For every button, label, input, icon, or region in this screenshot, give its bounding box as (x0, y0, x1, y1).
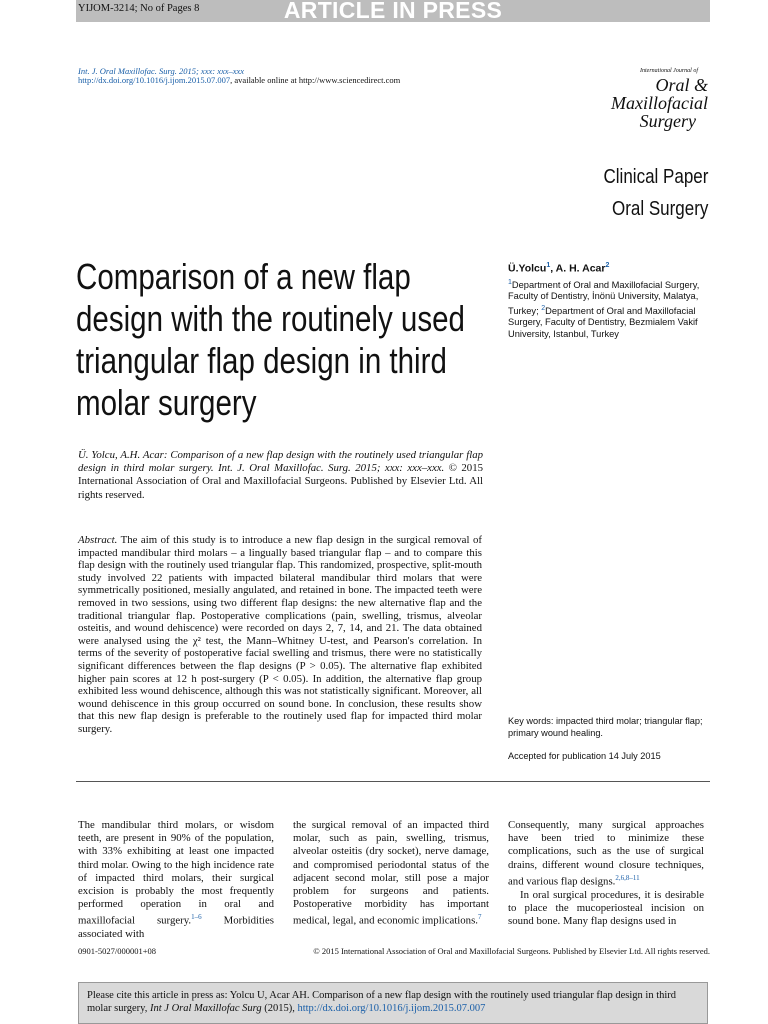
journal-logo (608, 68, 708, 130)
keywords: Key words: impacted third molar; triangular flap; primary wound healing. (508, 716, 703, 738)
body-column-1 (78, 819, 274, 941)
author-1-affil-mark: 1 (546, 262, 551, 269)
cite-notice-text: Please cite this article in press as: Yolcu U, Acar AH. Comparison of a new flap design with the routinely used triangular flap design in third molar surgery, (87, 990, 677, 1014)
logo-intl: International Journal of (640, 68, 698, 74)
available-online-text: , available online at http://www.sciencedirect.com (230, 75, 401, 85)
cite-notice-year: (2015), (261, 1003, 298, 1014)
citation-paragraph (78, 449, 483, 502)
author-1: Ü.Yolcu (508, 262, 547, 275)
cite-notice-journal: Int J Oral Maxillofac Surg (150, 1003, 262, 1014)
author-2: , A. H. Acar (550, 262, 606, 275)
reference-link[interactable]: 7 (478, 913, 482, 922)
citation-italic: Ü. Yolcu, A.H. Acar: Comparison of a new flap design with the routinely used triangular flap design in third molar surgery. Int. J. Oral Maxillofac. Surg. 2015; xxx: xxx–xxx. (78, 449, 483, 475)
cite-notice-doi-link[interactable]: http://dx.doi.org/10.1016/j.ijom.2015.07.007 (297, 1003, 486, 1014)
citation-copyright: © 2015 International Association of Oral and Maxillofacial Surgeons. Published by Elsevier Ltd. All rights reserved. (78, 462, 483, 501)
body-column-2 (293, 819, 489, 928)
issn-code: 0901-5027/000001+08 (78, 946, 156, 956)
accepted-date: Accepted for publication 14 July 2015 (508, 751, 661, 761)
doi-line (78, 75, 400, 85)
body-col2-text: the surgical removal of an impacted third molar, such as pain, swelling, trismus, alveolar osteitis (dry socket), nerve damage, and compromised periodontal status of the adjacent second molar, still pose a major problem for surgeons and patients. Postoperative morbidity has important medical, legal, and economic implications. (293, 819, 489, 928)
affil-1-mark: 1 (508, 278, 512, 286)
body-col3-para1: Consequently, many surgical approaches have been tried to minimize these complications, such as the use of surgical drains, different wound closure techniques, and various flap designs. (508, 819, 704, 888)
author-names (508, 262, 713, 275)
cite-notice-box (78, 982, 708, 1024)
body-col3-para2: In oral surgical procedures, it is desirable to place the mucoperiosteal incision on sound bone. Many flap designs used in (508, 888, 704, 928)
logo-line-3: Surgery (639, 111, 696, 131)
body-col1-end: Morbidities associated with (78, 915, 274, 941)
manuscript-id: YIJOM-3214; No of Pages 8 (78, 3, 200, 14)
section-divider (76, 781, 710, 782)
journal-reference: Int. J. Oral Maxillofac. Surg. 2015; xxx: xxx–xxx (78, 66, 245, 76)
body-col1-text: The mandibular third molars, or wisdom teeth, are present in 90% of the population, with 33% exhibiting at least one impacted third molar. Owing to the high incidence rate of impacted third molars, their surgical excision is probably the most frequently performed operation in oral and maxillofacial surgery. (78, 819, 274, 928)
doi-link[interactable]: http://dx.doi.org/10.1016/j.ijom.2015.07.007 (78, 75, 231, 85)
footer-copyright: © 2015 International Association of Oral and Maxillofacial Surgeons. Published by Elsevier Ltd. All rights reserved. (313, 946, 710, 956)
affiliations (508, 277, 713, 341)
affiliation-2: Department of Oral and Maxillofacial Surgery, Faculty of Dentistry, Bezmialem Vakif University, Istanbul, Turkey (508, 305, 698, 339)
abstract-label: Abstract. (78, 534, 118, 546)
author-block (508, 262, 713, 340)
reference-link[interactable]: 2,6,8–11 (615, 873, 640, 882)
logo-line-2: Maxillofacial (611, 93, 708, 113)
reference-link[interactable]: 1–6 (191, 913, 202, 922)
affil-2-mark: 2 (541, 304, 546, 312)
paper-type: Clinical Paper (603, 166, 708, 188)
abstract-text: The aim of this study is to introduce a new flap design in the surgical removal of impacted mandibular third molars – a lingually based triangular flap – and to compare this flap design with the routinely used triangular flap. This randomized, prospective, split-mouth study involved 22 patients with impacted bilateral mandibular third molars that were symmetrically positioned, mesially angulated, and retained in bone. The impacted teeth were removed in two sessions, using two different flap designs: the new alternative flap and the traditional triangular flap. Postoperative complications (pain, swelling, trismus, alveolar osteitis, and wound dehiscence) were recorded on days 2, 7, 14, and 21. The data obtained were analysed using the χ² test, the Mann–Whitney U-test, and Pearson's correlation. In terms of the severity of postoperative facial swelling and trismus, there were no statistically significant differences between the flap designs (P > 0.05). The alternative flap exhibited higher pain scores at 12 h post-surgery (P < 0.05). In addition, the alternative flap group exhibited less wound dehiscence, although this was not statistically significant. Moreover, all wound dehiscence in this group occurred on sound bone. In conclusion, these results show that this new flap design is preferable to the routinely used flap for impacted third molar surgery. (78, 534, 482, 735)
paper-section: Oral Surgery (611, 198, 708, 220)
affiliation-1: Department of Oral and Maxillofacial Surgery, Faculty of Dentistry, İnönü University, Malatya, Turkey; (508, 279, 700, 316)
article-in-press-banner: ARTICLE IN PRESS (283, 0, 503, 23)
article-title: Comparison of a new flap design with the routinely used triangular flap design in third molar surgery (76, 256, 465, 423)
author-2-affil-mark: 2 (605, 262, 610, 269)
body-column-3 (508, 819, 704, 928)
logo-line-1: Oral & (655, 75, 708, 95)
abstract (78, 534, 482, 736)
